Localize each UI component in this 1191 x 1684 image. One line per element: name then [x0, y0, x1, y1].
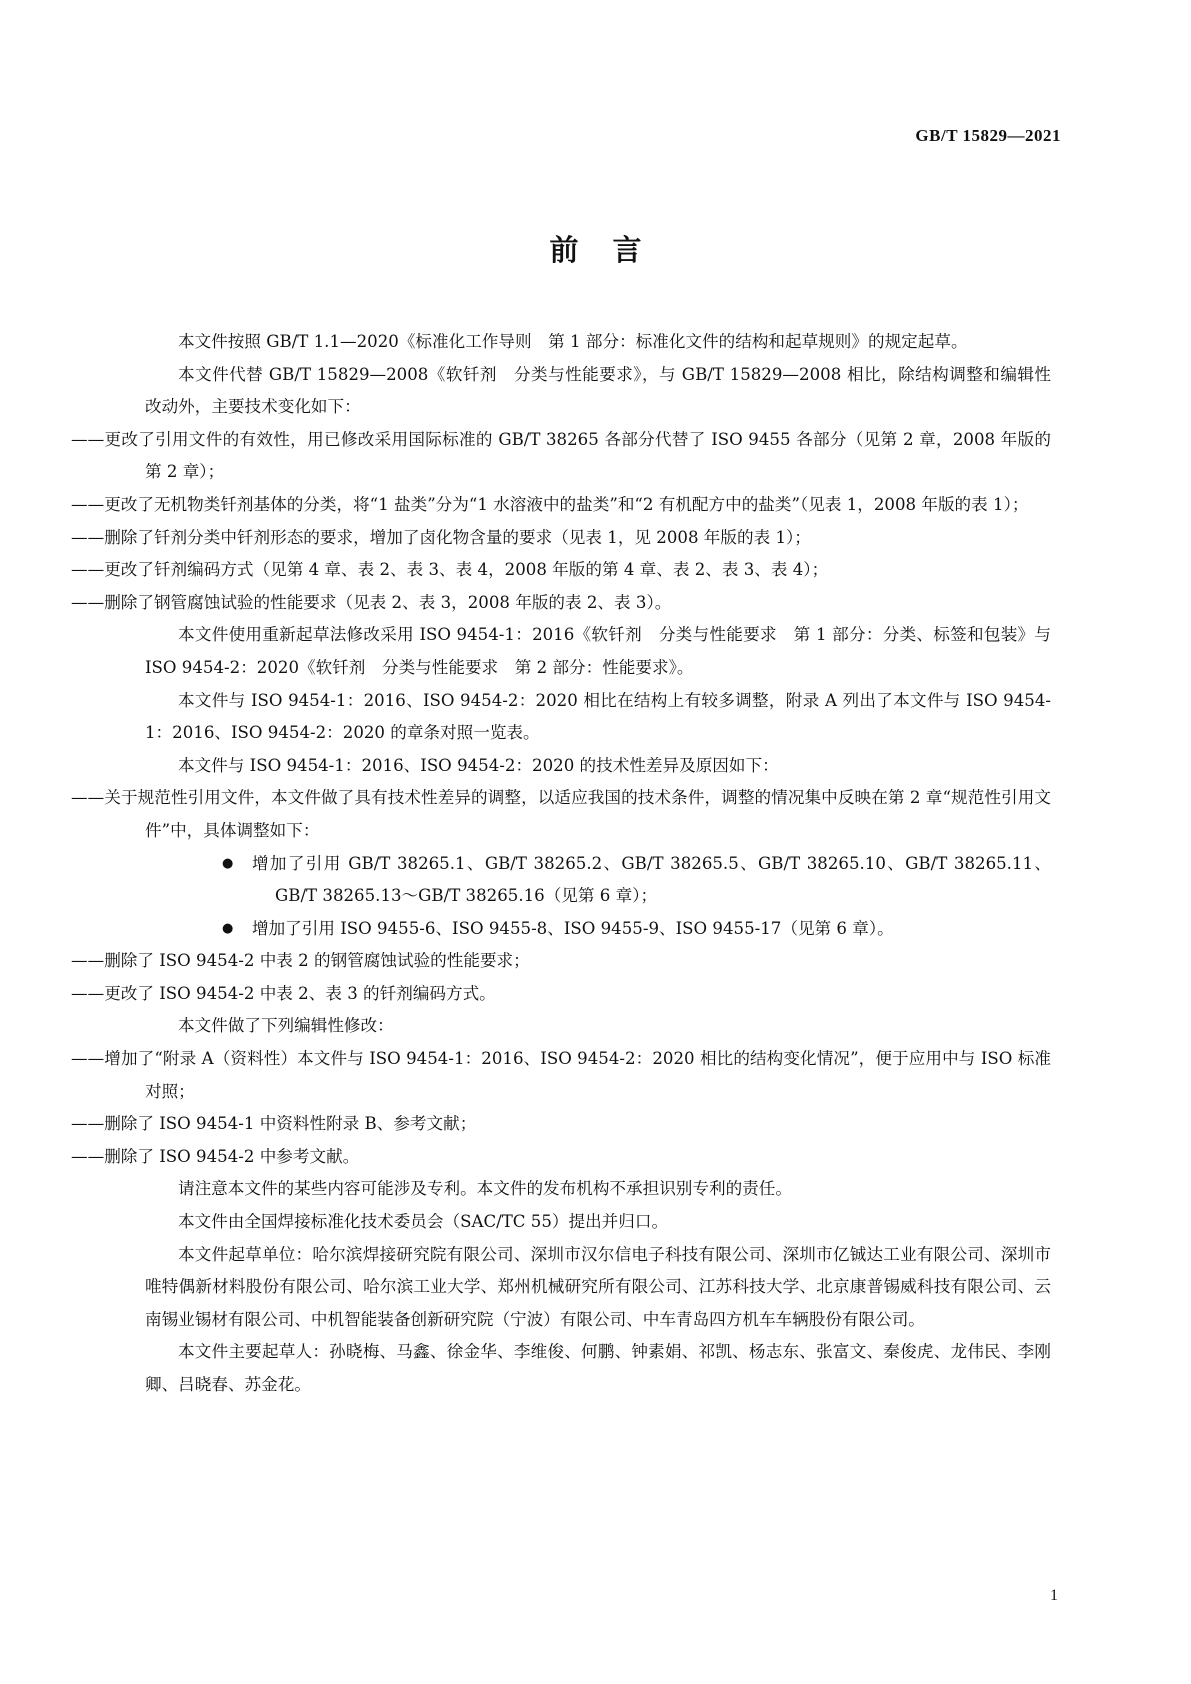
paragraph: 请注意本文件的某些内容可能涉及专利。本文件的发布机构不承担识别专利的责任。	[178, 1179, 792, 1199]
paragraph: 本文件主要起草人：孙晓梅、马鑫、徐金华、李维俊、何鹏、钟素娟、祁凯、杨志东、张富文、秦俊虎、龙伟民、李刚卿、吕晓春、苏金花。	[145, 1342, 1051, 1394]
paragraph: 本文件使用重新起草法修改采用 ISO 9454-1：2016《软钎剂 分类与性能要求 第 1 部分：分类、标签和包装》与 ISO 9454-2：2020《软钎剂 分类与性能要求 第 2 部分：性能要求》。	[145, 625, 1051, 677]
bullet-item	[222, 913, 1051, 946]
list-item: ——更改了钎剂编码方式（见第 4 章、表 2、表 3、表 4，2008 年版的第 4 章、表 2、表 3、表 4）；	[71, 560, 829, 580]
paragraph: 本文件代替 GB/T 15829—2008《软钎剂 分类与性能要求》，与 GB/T 15829—2008 相比，除结构调整和编辑性改动外，主要技术变化如下：	[145, 364, 1051, 417]
paragraph: 本文件与 ISO 9454-1：2016、ISO 9454-2：2020 相比在结构上有较多调整，附录 A 列出了本文件与 ISO 9454-1：2016、ISO 9454-2：2020 的章条对照一览表。	[145, 690, 1051, 743]
list-item: ——删除了 ISO 9454-2 中参考文献。	[71, 1146, 360, 1166]
list-item: ——关于规范性引用文件，本文件做了具有技术性差异的调整，以适应我国的技术条件，调整的情况集中反映在第 2 章“规范性引用文件”中，具体调整如下：	[71, 788, 1051, 840]
paragraph: 本文件由全国焊接标准化技术委员会（SAC/TC 55）提出并归口。	[178, 1212, 669, 1232]
foreword-body	[71, 326, 1051, 1402]
list-item: ——增加了“附录 A（资料性）本文件与 ISO 9454-1：2016、ISO 9454-2：2020 相比的结构变化情况”，便于应用中与 ISO 标准对照；	[71, 1049, 1051, 1101]
bullet-icon: ●	[222, 855, 234, 871]
list-item: ——更改了引用文件的有效性，用已修改采用国际标准的 GB/T 38265 各部分代替了 ISO 9455 各部分（见第 2 章，2008 年版的第 2 章）；	[71, 429, 1051, 482]
paragraph: 本文件与 ISO 9454-1：2016、ISO 9454-2：2020 的技术性差异及原因如下：	[178, 755, 779, 775]
list-item: ——删除了钢管腐蚀试验的性能要求（见表 2、表 3，2008 年版的表 2、表 3）。	[71, 592, 672, 612]
page-title: 前言	[549, 233, 676, 267]
list-item: ——更改了无机物类钎剂基体的分类，将“1 盐类”分为“1 水溶液中的盐类”和“2 有机配方中的盐类”（见表 1，2008 年版的表 1）；	[71, 494, 1029, 514]
list-item: ——删除了 ISO 9454-1 中资料性附录 B、参考文献；	[71, 1114, 477, 1134]
list-item: ——删除了钎剂分类中钎剂形态的要求，增加了卤化物含量的要求（见表 1，见 2008 年版的表 1）；	[71, 527, 811, 547]
list-item: ——更改了 ISO 9454-2 中表 2、表 3 的钎剂编码方式。	[71, 983, 496, 1003]
page-number: 1	[1050, 1587, 1058, 1604]
bullet-text: 增加了引用 GB/T 38265.1、GB/T 38265.2、GB/T 38265.5、GB/T 38265.10、GB/T 38265.11、GB/T 38265.13～GB/T 38265.16（见第 6 章）；	[252, 853, 1051, 906]
bullet-text: 增加了引用 ISO 9455-6、ISO 9455-8、ISO 9455-9、ISO 9455-17（见第 6 章）。	[252, 918, 894, 938]
standard-number: GB/T 15829—2021	[915, 126, 1061, 145]
bullet-icon: ●	[222, 920, 234, 936]
paragraph: 本文件起草单位：哈尔滨焊接研究院有限公司、深圳市汉尔信电子科技有限公司、深圳市亿铖达工业有限公司、深圳市唯特偶新材料股份有限公司、哈尔滨工业大学、郑州机械研究所有限公司、江苏科技大学、北京康普锡威科技有限公司、云南锡业锡材有限公司、中机智能装备创新研究院（宁波）有限公司、中车青岛四方机车车辆股份有限公司。	[145, 1244, 1051, 1329]
list-item: ——删除了 ISO 9454-2 中表 2 的钢管腐蚀试验的性能要求；	[71, 951, 530, 971]
paragraph: 本文件做了下列编辑性修改：	[178, 1016, 394, 1036]
bullet-item	[222, 848, 1051, 913]
paragraph: 本文件按照 GB/T 1.1—2020《标准化工作导则 第 1 部分：标准化文件的结构和起草规则》的规定起草。	[178, 332, 968, 351]
